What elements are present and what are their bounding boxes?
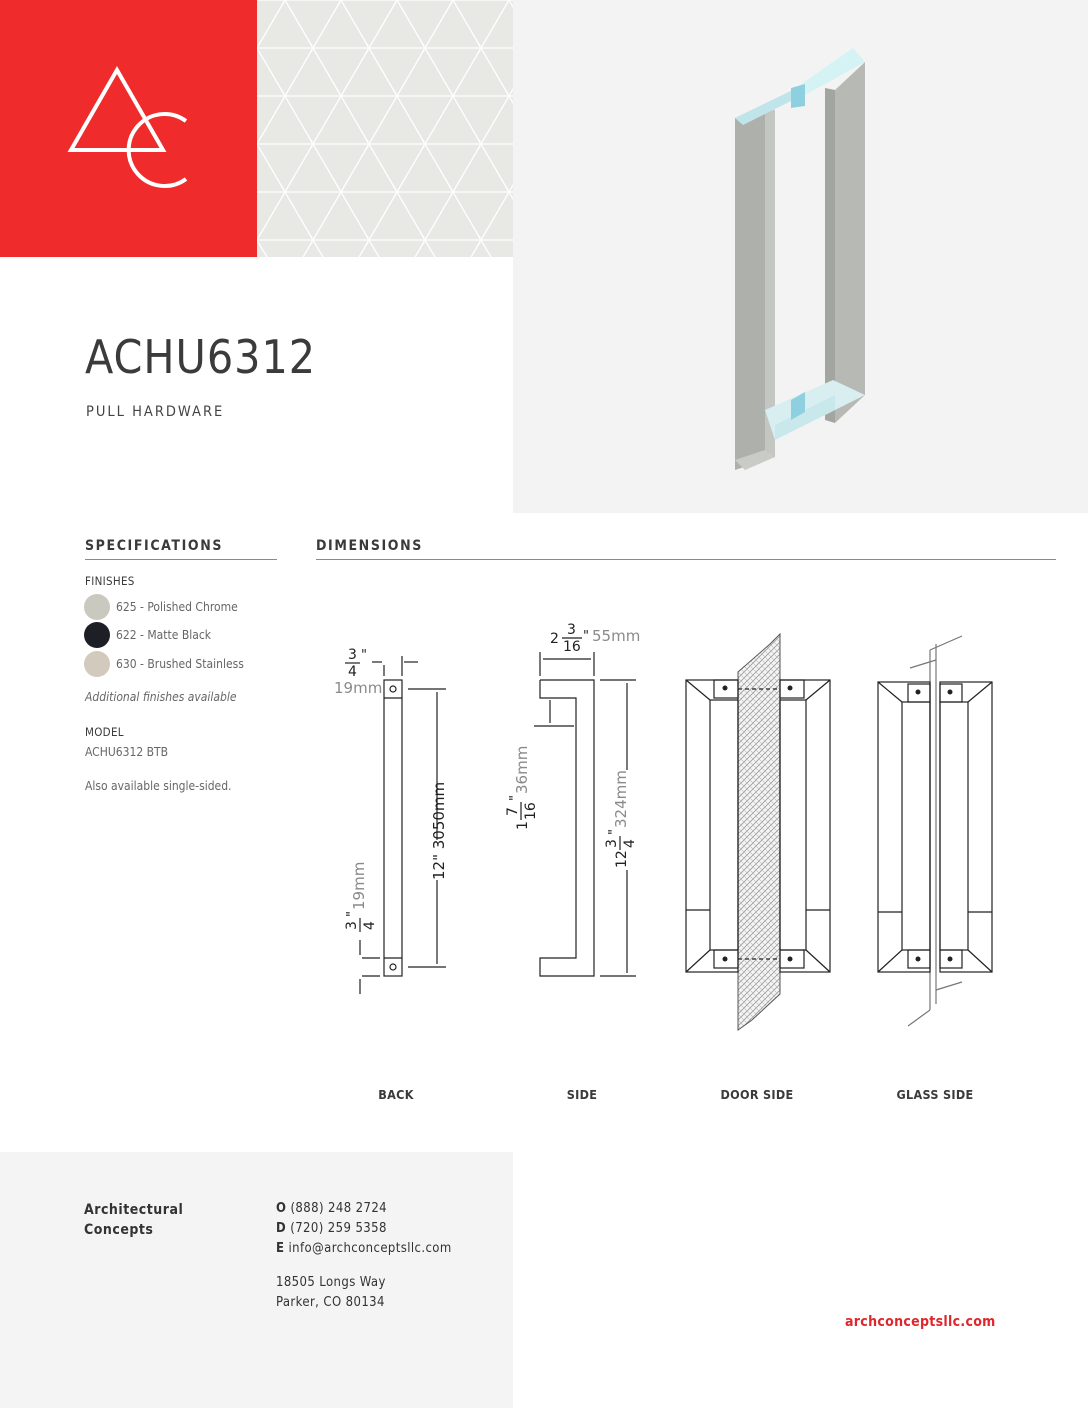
model-value: ACHU6312 BTB [85,745,169,759]
view-label-glass-side: GLASS SIDE [896,1087,974,1102]
side-offset-dimension [505,746,539,830]
address-line2: Parker, CO 80134 [276,1295,385,1310]
back-width-mm: 19mm [334,679,383,697]
single-sided-note: Also available single-sided. [85,779,232,793]
finish-label: 630 - Brushed Stainless [116,657,244,671]
address-line1: 18505 Longs Way [276,1275,386,1290]
svg-text:16: 16 [523,802,539,820]
back-width-fraction-den: 4 [348,664,357,680]
website-link[interactable]: archconceptsllc.com [845,1314,996,1330]
model-label: MODEL [85,725,124,739]
svg-text:3: 3 [604,839,620,848]
svg-text:55mm: 55mm [592,627,641,645]
svg-text:": " [607,829,622,835]
back-width-inch: " [361,648,367,663]
svg-text:324mm: 324mm [612,770,630,828]
svg-text:": " [508,795,523,801]
svg-text:19mm: 19mm [350,861,368,910]
address-block [276,1273,386,1313]
back-edge-dimension [344,862,378,932]
back-length: 12" 3050mm [430,781,448,880]
contact-block [276,1199,452,1259]
company-name-line1: Architectural [84,1202,184,1218]
svg-text:16: 16 [563,639,581,655]
email-link[interactable]: E info@archconceptsllc.com [276,1241,452,1256]
svg-text:": " [583,629,589,644]
additional-finishes-note: Additional finishes available [85,690,237,704]
product-category: PULL HARDWARE [86,404,225,420]
view-label-back: BACK [378,1087,414,1102]
back-width-fraction-num: 3 [348,647,357,663]
svg-text:4: 4 [622,839,638,848]
finishes-label: FINISHES [85,574,135,588]
side-height-dimension [604,770,638,868]
svg-text:36mm: 36mm [513,745,531,794]
finish-label: 622 - Matte Black [116,628,212,642]
product-code: ACHU6312 [85,330,317,384]
svg-text:1: 1 [515,821,531,830]
company-name [84,1200,183,1240]
side-projection-dimension [550,622,640,655]
svg-text:": " [345,911,360,917]
company-name-line2: Concepts [84,1222,154,1238]
door-side-drawing [686,634,830,1030]
svg-text:12: 12 [614,850,630,868]
svg-text:7: 7 [505,807,521,816]
phone-direct: D (720) 259 5358 [276,1221,387,1236]
view-label-side: SIDE [566,1087,598,1102]
svg-text:2: 2 [550,631,559,647]
phone-office: O (888) 248 2724 [276,1201,388,1216]
svg-text:4: 4 [362,921,378,930]
glass-side-drawing [878,636,992,1026]
svg-text:3: 3 [344,921,360,930]
footer-panel [0,1152,513,1408]
svg-text:3: 3 [567,622,576,638]
specifications-heading: SPECIFICATIONS [85,538,224,554]
view-label-door-side: DOOR SIDE [720,1087,794,1102]
finish-label: 625 - Polished Chrome [116,600,238,614]
dimensions-heading: DIMENSIONS [316,538,423,554]
